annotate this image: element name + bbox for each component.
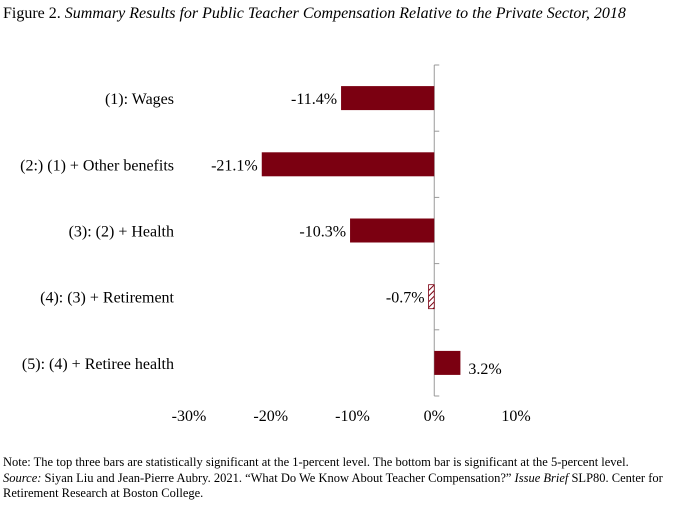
- category-label: (5): (4) + Retiree health: [21, 355, 174, 373]
- footnote: [3, 455, 693, 502]
- data-label: 3.2%: [468, 360, 502, 378]
- bars-group: [262, 86, 461, 375]
- source-italic: Issue Brief: [514, 470, 569, 485]
- data-label: -21.1%: [211, 157, 258, 175]
- source-text: Siyan Liu and Jean-Pierre Aubry. 2021. “What Do We Know About Teacher Compensation?”: [41, 470, 515, 485]
- source-line: [3, 471, 693, 502]
- data-label: -0.7%: [385, 289, 425, 307]
- source-label: Source:: [3, 470, 42, 485]
- x-tick-label: -20%: [253, 408, 289, 425]
- bar: [429, 285, 435, 309]
- bar: [262, 152, 434, 176]
- x-tick-label: 10%: [501, 408, 531, 425]
- figure-label: Figure 2.: [3, 5, 61, 22]
- bar: [350, 219, 434, 243]
- category-label: (3): (2) + Health: [68, 223, 174, 241]
- category-label: (2:) (1) + Other benefits: [20, 157, 174, 175]
- figure-title-text: Summary Results for Public Teacher Compensation Relative to the Private Sector, 2018: [64, 5, 626, 22]
- x-tick-label: 0%: [423, 408, 445, 425]
- note-text: Note: The top three bars are statistically significant at the 1-percent level. The bottom bar is significant at the 5-percent level.: [3, 455, 629, 469]
- bar: [341, 86, 434, 110]
- data-label: -10.3%: [299, 223, 347, 241]
- category-label: (4): (3) + Retirement: [40, 289, 174, 307]
- x-tick-label: -30%: [171, 408, 207, 425]
- source-tail: SLP80. Center for Retirement Research at Boston College.: [3, 470, 663, 500]
- data-label: -11.4%: [290, 91, 338, 109]
- category-label: (1): Wages: [104, 91, 174, 109]
- bar: [434, 351, 460, 375]
- x-tick-label: -10%: [335, 408, 370, 425]
